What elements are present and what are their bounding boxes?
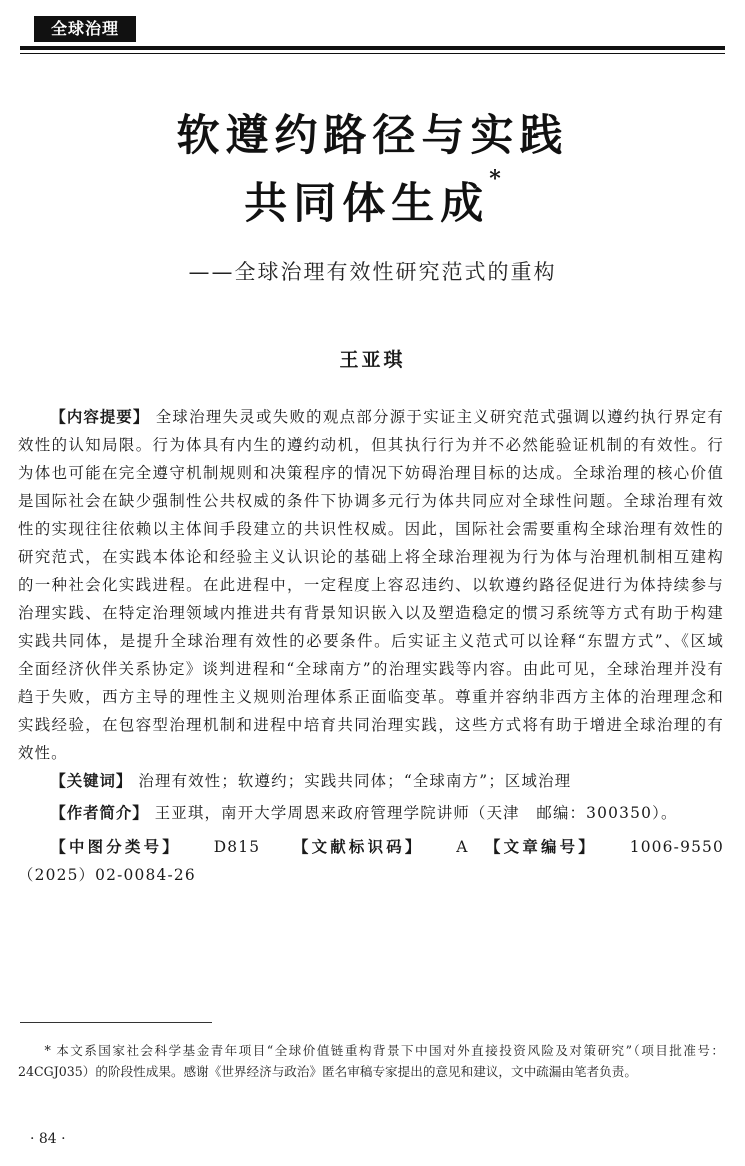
clc-label: 【中图分类号】 — [50, 838, 181, 856]
abstract-paragraph — [18, 403, 724, 767]
header-rule-thin — [20, 53, 725, 54]
article-title-line2 — [0, 166, 745, 231]
doc-code-label: 【文献标识码】 — [292, 838, 424, 856]
keywords-line — [18, 767, 724, 795]
section-tag: 全球治理 — [34, 16, 136, 42]
article-number-label: 【文章编号】 — [485, 838, 597, 856]
doc-code-value: A — [456, 838, 469, 856]
keywords-text: 治理有效性；软遵约；实践共同体；“全球南方”；区域治理 — [138, 772, 572, 790]
author-name: 王亚琪 — [339, 349, 406, 371]
article-title-line2-text: 共同体生成 — [244, 179, 490, 229]
article-number-value: 1006-9550（2025）02-0084-26 — [18, 838, 725, 884]
page-number: · 84 · — [30, 1131, 66, 1147]
author-bio-line — [18, 799, 724, 827]
clc-value: D815 — [213, 838, 261, 856]
footnote: * 本文系国家社会科学基金青年项目“全球价值链重构背景下中国对外直接投资风险及对策研究”（项目批准号：24CGJ035）的阶段性成果。感谢《世界经济与政治》匿名审稿专家提出的意见和建议，文中疏漏由笔者负责。 — [18, 1043, 724, 1079]
author-bio-text: 王亚琪，南开大学周恩来政府管理学院讲师（天津 邮编：300350）。 — [154, 804, 678, 822]
abstract-label: 【内容提要】 — [50, 408, 150, 426]
header-rule-thick — [20, 46, 725, 50]
classification-line — [18, 833, 724, 889]
keywords-label: 【关键词】 — [50, 772, 133, 790]
abstract-block — [18, 403, 724, 889]
article-subtitle: ——全球治理有效性研究范式的重构 — [188, 260, 557, 284]
article-title-line1: 软遵约路径与实践 — [176, 111, 569, 161]
author-bio-label: 【作者简介】 — [50, 804, 149, 822]
title-footnote-mark: * — [489, 166, 501, 192]
footnote-rule — [20, 1022, 212, 1023]
abstract-text: 全球治理失灵或失败的观点部分源于实证主义研究范式强调以遵约执行界定有效性的认知局限。行为体具有内生的遵约动机，但其执行行为并不必然能验证机制的有效性。行为体也可能在完全遵守机制规则和决策程序的情况下妨碍治理目标的达成。全球治理的核心价值是国际社会在缺少强制性公共权威的条件下协调多元行为体共同应对全球性问题。全球治理有效性的实现往往依赖以主体间手段建立的共识性权威。因此，国际社会需要重构全球治理有效性的研究范式，在实践本体论和经验主义认识论的基础上将全球治理视为行为体与治理机制相互建构的一种社会化实践进程。在此进程中，一定程度上容忍违约、以软遵约路径促进行为体持续参与治理实践、在特定治理领域内推进共有背景知识嵌入以及塑造稳定的惯习系统等方式有助于构建实践共同体，是提升全球治理有效性的必要条件。后实证主义范式可以诠释“东盟方式”、《区域全面经济伙伴关系协定》谈判进程和“全球南方”的治理实践等内容。由此可见，全球治理并没有趋于失败，西方主导的理性主义规则治理体系正面临变革。尊重并容纳非西方主体的治理理念和实践经验，在包容型治理机制和进程中培育共同治理实践，这些方式将有助于增进全球治理的有效性。 — [18, 408, 724, 762]
